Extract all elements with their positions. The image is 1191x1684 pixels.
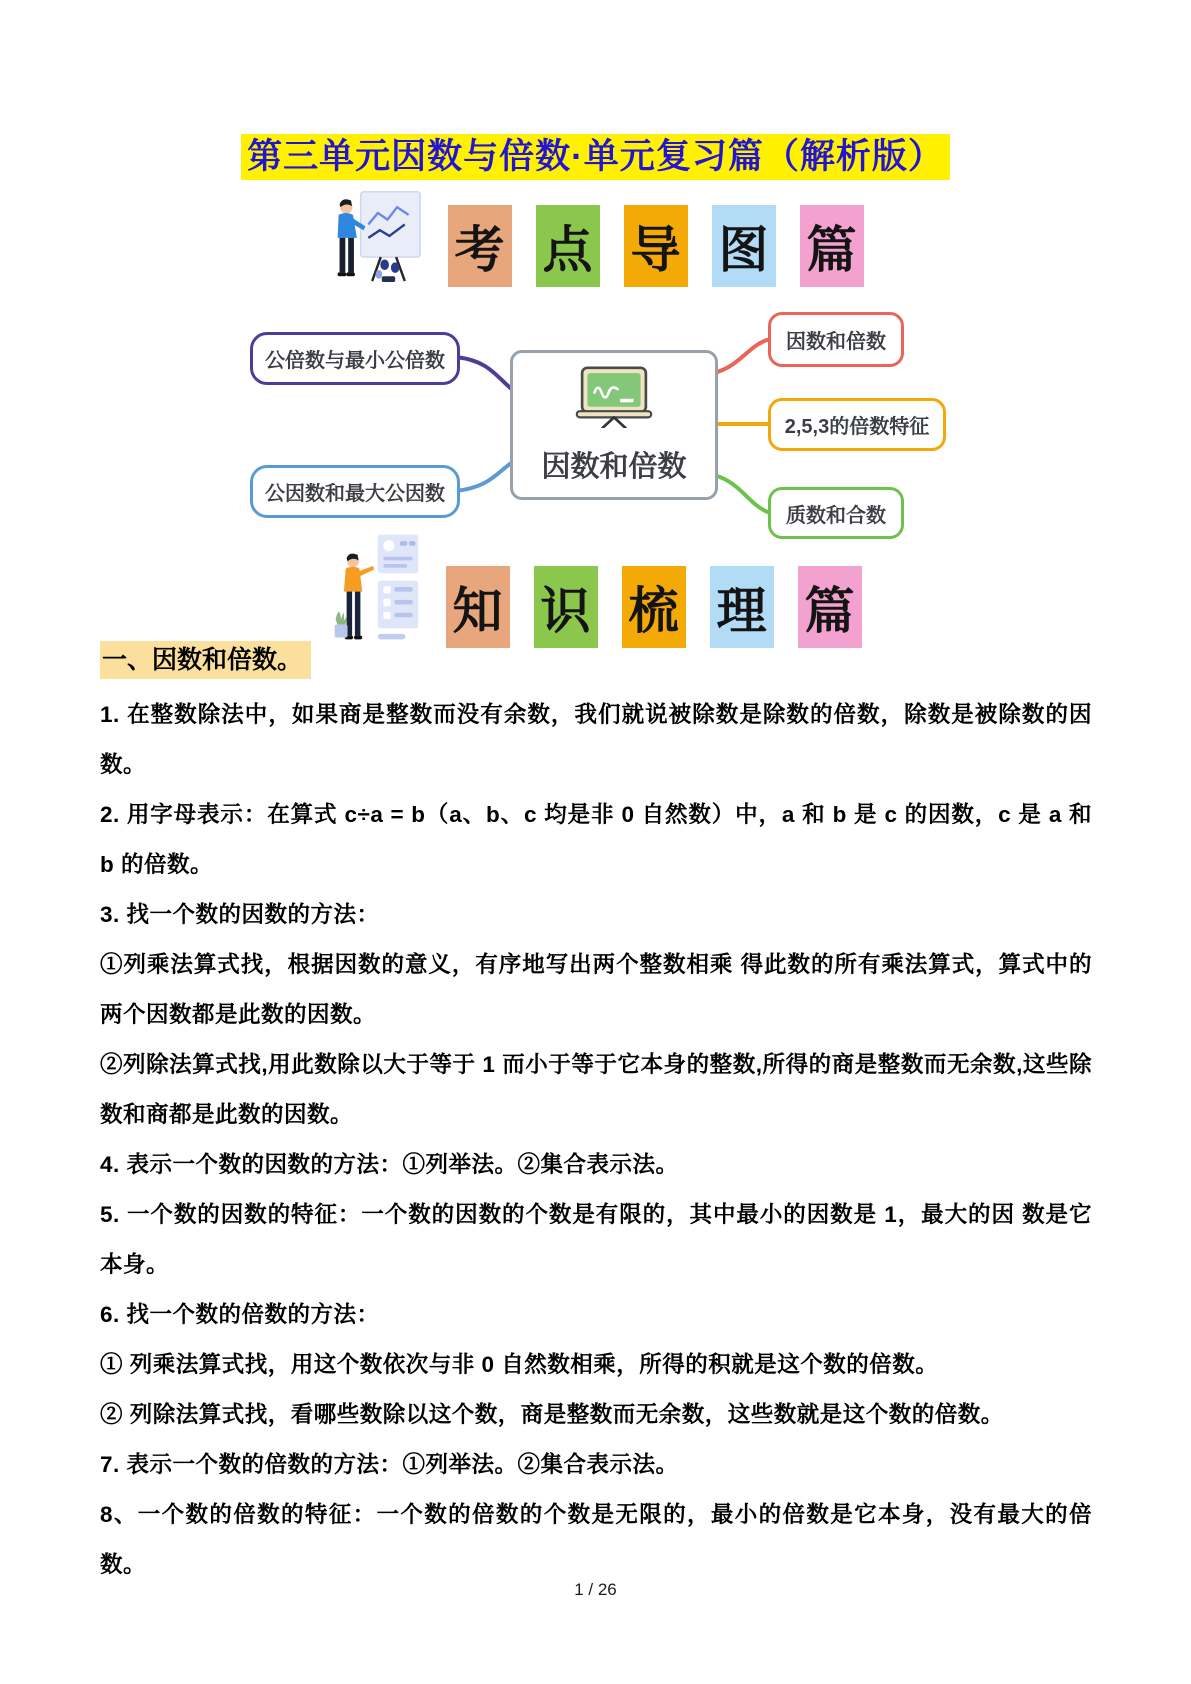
mindmap — [0, 285, 1191, 547]
title-row — [0, 134, 1191, 180]
banner-tile — [710, 566, 774, 648]
mindmap-node-label: 公因数和最大公因数 — [265, 483, 445, 505]
banner-tile-char: 点 — [542, 220, 593, 279]
mindmap-center-label: 因数和倍数 — [541, 450, 687, 483]
paragraph: 8、一个数的倍数的特征：一个数的倍数的个数是无限的，最小的倍数是它本身，没有最大的倍数。 — [100, 1502, 1092, 1577]
mindmap-node-label: 公倍数与最小公倍数 — [265, 350, 445, 372]
banner-tile — [448, 205, 512, 287]
banner-tile-char: 梳 — [628, 581, 679, 640]
mindmap-node-label: 因数和倍数 — [786, 331, 886, 353]
banner-tile — [712, 205, 776, 287]
section-heading: 一、因数和倍数。 — [100, 641, 311, 679]
presenter-illustration-icon — [328, 188, 424, 287]
blackboard-icon — [573, 366, 655, 436]
banner-exam-map — [0, 193, 1191, 287]
banner-tile-char: 理 — [716, 581, 767, 640]
paragraph: 5. 一个数的因数的特征：一个数的因数的个数是有限的，其中最小的因数是 1，最大的因 数是它本身。 — [100, 1202, 1092, 1277]
paragraph: ①列乘法算式找，根据因数的意义，有序地写出两个整数相乘 得此数的所有乘法算式，算式中的两个因数都是此数的因数。 — [100, 952, 1092, 1027]
banner-tile — [534, 566, 598, 648]
banner-tile-char: 导 — [630, 220, 681, 279]
content-section — [100, 641, 1092, 1590]
page-number: 1 / 26 — [574, 1580, 617, 1599]
banner-tile — [536, 205, 600, 287]
paragraph: 4. 表示一个数的因数的方法：①列举法。②集合表示法。 — [100, 1152, 679, 1177]
banner-tile-char: 篇 — [806, 220, 857, 279]
banner-knowledge — [0, 532, 1191, 648]
banner-tile-char: 识 — [540, 581, 591, 640]
paragraph: 1. 在整数除法中，如果商是整数而没有余数，我们就说被除数是除数的倍数，除数是被除数的因数。 — [100, 702, 1092, 777]
banner-tile-char: 考 — [454, 220, 505, 279]
paragraph: ① 列乘法算式找，用这个数依次与非 0 自然数相乘，所得的积就是这个数的倍数。 — [100, 1352, 939, 1377]
banner-tile — [798, 566, 862, 648]
paragraph: 6. 找一个数的倍数的方法： — [100, 1302, 380, 1327]
mindmap-node-label: 2,5,3的倍数特征 — [784, 416, 930, 438]
banner-tile-char: 篇 — [804, 581, 855, 640]
banner-tile — [622, 566, 686, 648]
mindmap-node-common-factors — [250, 465, 460, 518]
banner-tile — [624, 205, 688, 287]
mindmap-node-label: 质数和合数 — [786, 504, 886, 527]
paragraph: 7. 表示一个数的倍数的方法：①列举法。②集合表示法。 — [100, 1452, 679, 1477]
mindmap-node-divisibility-253 — [768, 398, 946, 451]
paragraph: ②列除法算式找,用此数除以大于等于 1 而小于等于它本身的整数,所得的商是整数而无余数,这些除数和商都是此数的因数。 — [100, 1052, 1092, 1127]
mindmap-node-common-multiples — [250, 332, 460, 385]
banner-tile — [446, 566, 510, 648]
mindmap-center-node — [510, 350, 718, 500]
paragraph: 3. 找一个数的因数的方法： — [100, 902, 380, 927]
banner-tile-char: 知 — [452, 581, 503, 640]
mindmap-node-factors-multiples — [768, 312, 904, 367]
banner-tile-char: 图 — [718, 220, 769, 279]
organizer-illustration-icon — [330, 531, 422, 648]
paragraph: 2. 用字母表示：在算式 c÷a = b（a、b、c 均是非 0 自然数）中，a 和 b 是 c 的因数，c 是 a 和 b 的倍数。 — [100, 802, 1092, 877]
page-title: 第三单元因数与倍数·单元复习篇（解析版） — [241, 134, 950, 180]
paragraph: ② 列除法算式找，看哪些数除以这个数，商是整数而无余数，这些数就是这个数的倍数。 — [100, 1402, 1004, 1427]
banner-tile — [800, 205, 864, 287]
